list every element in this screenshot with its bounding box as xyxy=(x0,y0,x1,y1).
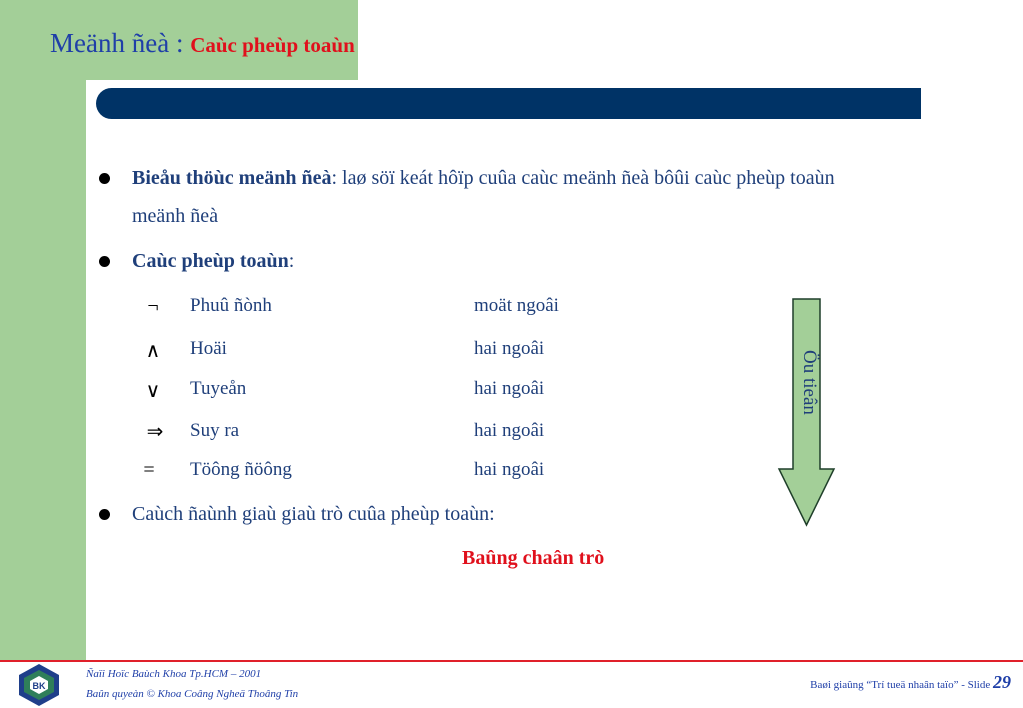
operator-name: Suy ra xyxy=(190,420,240,441)
bullet-2-line xyxy=(132,250,294,273)
operator-name: Tuyeån xyxy=(190,378,247,399)
bullet-2-bold: Caùc pheùp toaùn xyxy=(132,250,289,272)
title-main: Meänh ñeà : xyxy=(50,28,191,58)
equivalence-symbol: = xyxy=(143,459,155,481)
bullet-dot xyxy=(99,256,110,267)
operator-arity: moät ngoâi xyxy=(474,295,559,316)
svg-text:BK: BK xyxy=(32,681,46,691)
truth-table-label: Baûng chaân trò xyxy=(462,547,605,569)
not-symbol: ¬ xyxy=(147,295,159,317)
operator-name: Töông ñöông xyxy=(190,459,292,480)
operator-arity: hai ngoâi xyxy=(474,420,545,441)
bullet-2-text: : xyxy=(288,250,295,272)
priority-label: Öu tieân xyxy=(799,350,820,415)
operator-arity: hai ngoâi xyxy=(474,378,545,399)
bullet-1-text: : laø söï keát hôïp cuûa caùc meänh ñeà bôûi caùc pheùp toaùn xyxy=(331,167,835,189)
bullet-3-line: Caùch ñaùnh giaù giaù trò cuûa pheùp toaùn: xyxy=(132,503,495,525)
bullet-dot xyxy=(99,509,110,520)
operator-arity: hai ngoâi xyxy=(474,459,545,480)
bullet-1-line xyxy=(132,167,835,190)
bullet-1-line2: meänh ñeà xyxy=(132,205,219,227)
footer-lecture-title: Baøi giaûng “Trí tueä nhaân taïo” - Slide xyxy=(810,679,993,691)
footer-credits xyxy=(86,664,298,704)
operator-name: Hoäi xyxy=(190,338,227,359)
implies-symbol: ⇒ xyxy=(146,421,164,443)
footer-divider xyxy=(0,660,1023,662)
operator-name: Phuû ñònh xyxy=(190,295,272,316)
and-symbol: ∧ xyxy=(145,340,161,362)
or-symbol: ∨ xyxy=(145,380,161,402)
bullet-1-bold: Bieåu thöùc meänh ñeà xyxy=(132,167,332,189)
footer-copyright: Baûn quyeàn © Khoa Coâng Ngheä Thoâng Tin xyxy=(86,688,299,700)
title-sub: Caùc pheùp toaùn xyxy=(190,33,355,57)
footer-university: Ñaïi Hoïc Baùch Khoa Tp.HCM – 2001 xyxy=(86,668,262,680)
operator-arity: hai ngoâi xyxy=(474,338,545,359)
university-logo-icon xyxy=(14,662,64,708)
footer-slide-info xyxy=(810,672,1011,693)
slide-number: 29 xyxy=(993,672,1011,692)
bullet-dot xyxy=(99,173,110,184)
